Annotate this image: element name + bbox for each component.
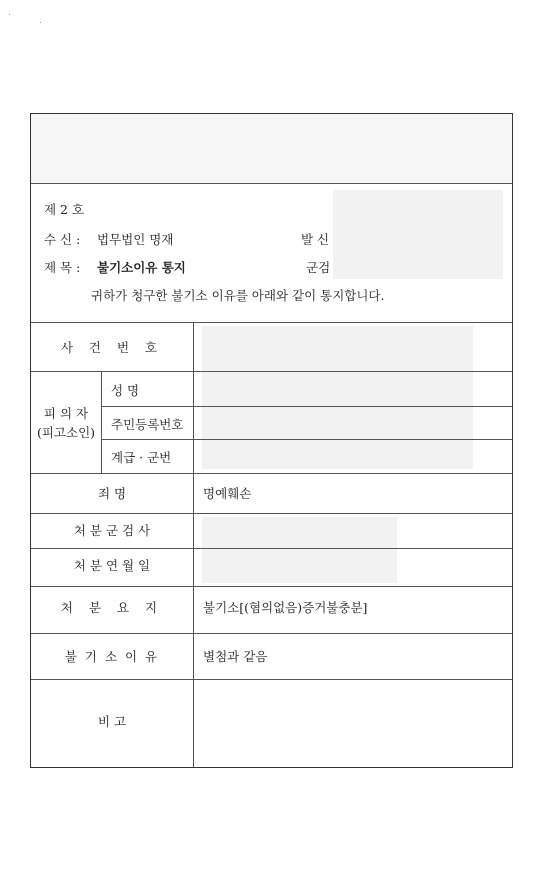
recipient-value: 법무법인 명재 [97, 232, 174, 247]
redacted-sender-block [333, 190, 503, 279]
header-divider [31, 183, 512, 184]
name-label: 성 명 [111, 383, 140, 398]
row-line-reason [31, 679, 512, 680]
row-line-resident [101, 439, 512, 440]
sender-label: 발 신 [301, 232, 330, 247]
row-line-prosecutor [31, 548, 512, 549]
redacted-prosecutor-date-block [202, 517, 397, 583]
suspect-subcolumn-divider [101, 371, 102, 473]
disposition-summary-label: 처 분 요 지 [60, 600, 164, 615]
redacted-case-suspect-block [202, 326, 473, 469]
charge-label: 죄 명 [97, 486, 127, 501]
prosecutor-label: 처 분 군 검 사 [73, 523, 151, 538]
notice-number: 제 2 호 [44, 202, 85, 217]
resident-number-label: 주민등록번호 [111, 417, 184, 432]
scan-speck [9, 14, 10, 15]
subject-value: 불기소이유 통지 [97, 260, 186, 275]
label-column-divider [193, 322, 194, 767]
subject-label: 제 목 : [44, 260, 81, 275]
row-line-case [31, 371, 512, 372]
case-number-label: 사 건 번 호 [60, 340, 164, 355]
notice-body-text: 귀하가 청구한 불기소 이유를 아래와 같이 통지합니다. [91, 288, 385, 303]
remarks-label: 비 고 [97, 714, 127, 729]
row-line-name [101, 406, 512, 407]
reason-value: 별첨과 같음 [203, 649, 268, 664]
table-top-line [31, 322, 512, 323]
row-line-charge [31, 513, 512, 514]
suspect-label-line1: 피 의 자 [43, 406, 89, 421]
row-line-date [31, 586, 512, 587]
scan-speck [40, 22, 41, 23]
charge-value: 명예훼손 [203, 486, 252, 501]
redacted-header-band [31, 114, 512, 183]
disposition-date-label: 처 분 연 월 일 [73, 558, 151, 573]
suspect-label-line2: (피고소인) [36, 425, 96, 440]
disposition-summary-value: 불기소[(혐의없음)증거불충분] [203, 600, 368, 615]
row-line-summary [31, 633, 512, 634]
rank-label: 계급 · 군번 [111, 450, 172, 465]
reason-label: 불 기 소 이 유 [64, 649, 160, 664]
prosecutor-office-label: 군검 [306, 260, 331, 275]
recipient-label: 수 신 : [44, 232, 81, 247]
row-line-suspect [31, 473, 512, 474]
